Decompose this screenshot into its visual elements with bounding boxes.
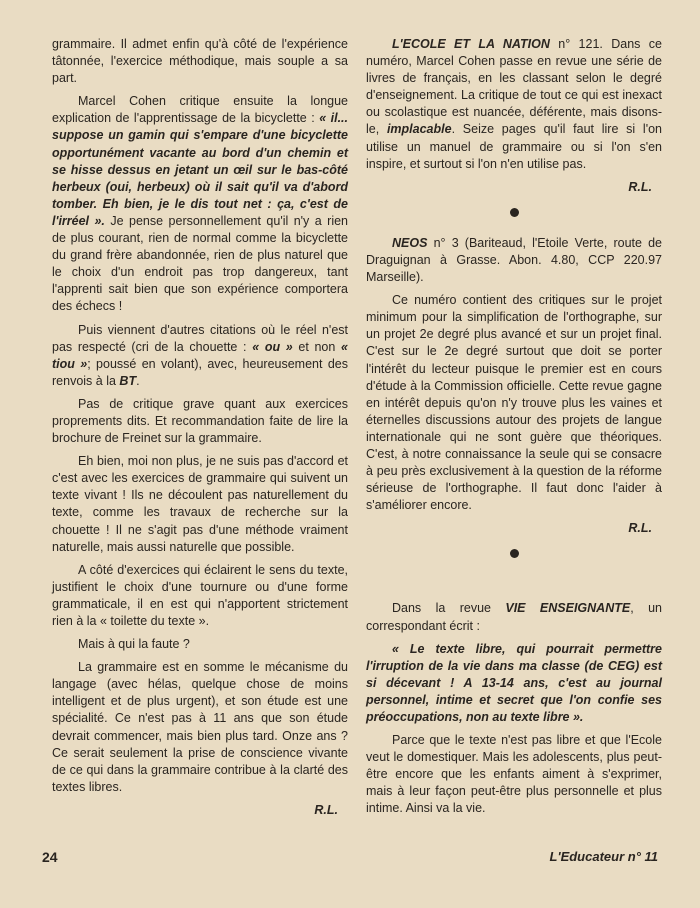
paragraph: Pas de critique grave quant aux exercices proprements dits. Et recommandation faite de lire la brochure de Freinet sur la grammaire. [52,396,348,446]
text-run: Dans la revue [392,601,491,616]
signature: R.L. [628,521,652,536]
text-run: Puis viennent d'autres citations où le réel n'est pas respecté (cri de la chouette : [52,322,348,354]
text-run: ; poussé en volant), avec, heureusement des renvois à la [52,356,348,388]
journal-title: L'ECOLE ET LA NATION [392,37,550,51]
signature: R.L. [314,802,338,817]
text-run: Je pense personnellement qu'il n'y a rien de plus courant, rien de normal comme la bicyclette du grand frère abandonnée, rien de plus naturel que le choix d'un endroit pas trop dangereux, tant l'apprenti sait bien que son expérience comportera des échecs ! [52,213,349,314]
bullet-separator-icon [510,208,519,217]
signature: R.L. [628,179,652,194]
page-number: 24 [42,849,58,865]
text-run: Marcel Cohen critique ensuite la longue explication de l'apprentissage de la bicyclette : [52,94,348,126]
left-column [52,36,348,827]
right-column [366,36,662,824]
paragraph [366,235,662,286]
paragraph [52,93,348,315]
spacer [366,576,662,600]
paragraph [366,36,662,173]
emphasis: « ou » [252,339,293,354]
emphasis: « tiou » [52,339,348,371]
text-run: et non [298,339,336,354]
paragraph: A côté d'exercices qui éclairent le sens du texte, justifient le choix d'une tournure ou d'une forme grammaticale, il en est qui n'apportent strictement rien à la « toilette du texte ». [52,562,348,628]
paragraph: Mais à qui la faute ? [78,637,190,652]
paragraph: La grammaire est en somme le mécanisme du langage (avec hélas, quelque chose de moins intelligent et de plus urgent), et son étude est une spécialité. Ce n'est pas à 11 ans que son étude devrait commencer, mais bien plus tard. Onze ans ? Ce serait seulement la prise de conscience vivante de ce qui dans la grammaire contribue à la clarté des textes libres. [52,660,348,794]
text-run: , un correspondant écrit : [366,601,662,633]
text-run: Dans ce numéro, Marcel Cohen passe en revue une série de livres de français, en les classant selon le degré d'enseignement. La critique de tout ce qui est inexact ou scolastique est nuancée, déférente, mais disons-le, [366,37,662,137]
paragraph: Parce que le texte n'est pas libre et que l'Ecole veut le domestiquer. Mais les adolescents, plus peut-être encore que les enfants aiment à s'exprimer, mais à leur façon peut-être plus personnelle et plus intime. Ainsi va la vie. [366,733,662,816]
journal-title: VIE ENSEIGNANTE [505,601,631,616]
journal-title: NEOS [392,235,428,250]
text-run: . [136,373,140,388]
emphasis: BT [119,373,137,388]
paragraph: grammaire. Il admet enfin qu'à côté de l'expérience tâtonnée, l'exercice méthodique, mais souple a sa part. [52,37,348,86]
journal-footer: L'Educateur n° 11 [549,849,658,864]
paragraph: Eh bien, moi non plus, je ne suis pas d'accord et c'est avec les exercices de grammaire qui suivent un texte vivant ! Ils ne découlent pas naturellement du texte, comme les travaux de recherche sur la chouette ! Il ne s'agit pas d'une méthode vraiment naturelle, mais aussi naturelle que possible. [52,454,348,554]
quotation: « il... suppose un gamin qui s'empare d'une bicyclette opportunément vacante au bord d'un chemin et se hisse dessus en jetant un œil sur le bas-côté herbeux (oui, herbeux) où il sait qu'il va d'abord tomber. Eh bien, je le dis tout net : ça, c'est de l'irréel ». [52,111,348,228]
paragraph [366,600,662,634]
text-run: n° 3 (Bariteaud, l'Etoile Verte, route de Draguignan à Grasse. Abon. 4.80, CCP 220.97 Marseille). [366,235,662,285]
bullet-separator-icon [510,549,519,558]
quotation: « Le texte libre, qui pourrait permettre l'irruption de la vie dans ma classe (de CEG) est si décevant ! A 13-14 ans, c'est au journal personnel, intime et secret que l'on confie ses préoccupations, non au texte libre ». [366,641,662,724]
text-run: . Seize pages qu'il faut lire si l'on utilise un manuel de grammaire ou si l'on s'en inspire, et surtout si l'on n'en utilise pas. [366,122,662,171]
paragraph [52,322,348,390]
emphasis: implacable [386,122,452,137]
paragraph: Ce numéro contient des critiques sur le projet minimum pour la simplification de l'orthographe, sur un projet 2e degré plus avancé et sur un projet final. C'est sur le 2e degré surtout que doit se porter l'intérêt du lecteur puisque le premier est en cours d'étude à la Commission officielle. Cette revue gagne en intérêt depuis qu'on n'y trouve plus les vaines et éternelles discussions autour des projets de langue internationale qui ne sont guère que théoriques. C'est, à notre connaissance la seule qui se consacre à peu près exclusivement à la question de la réforme sérieuse de l'orthographe. Il faut donc l'aider à s'améliorer encore. [366,293,662,513]
text-run: n° 121. [558,37,603,51]
